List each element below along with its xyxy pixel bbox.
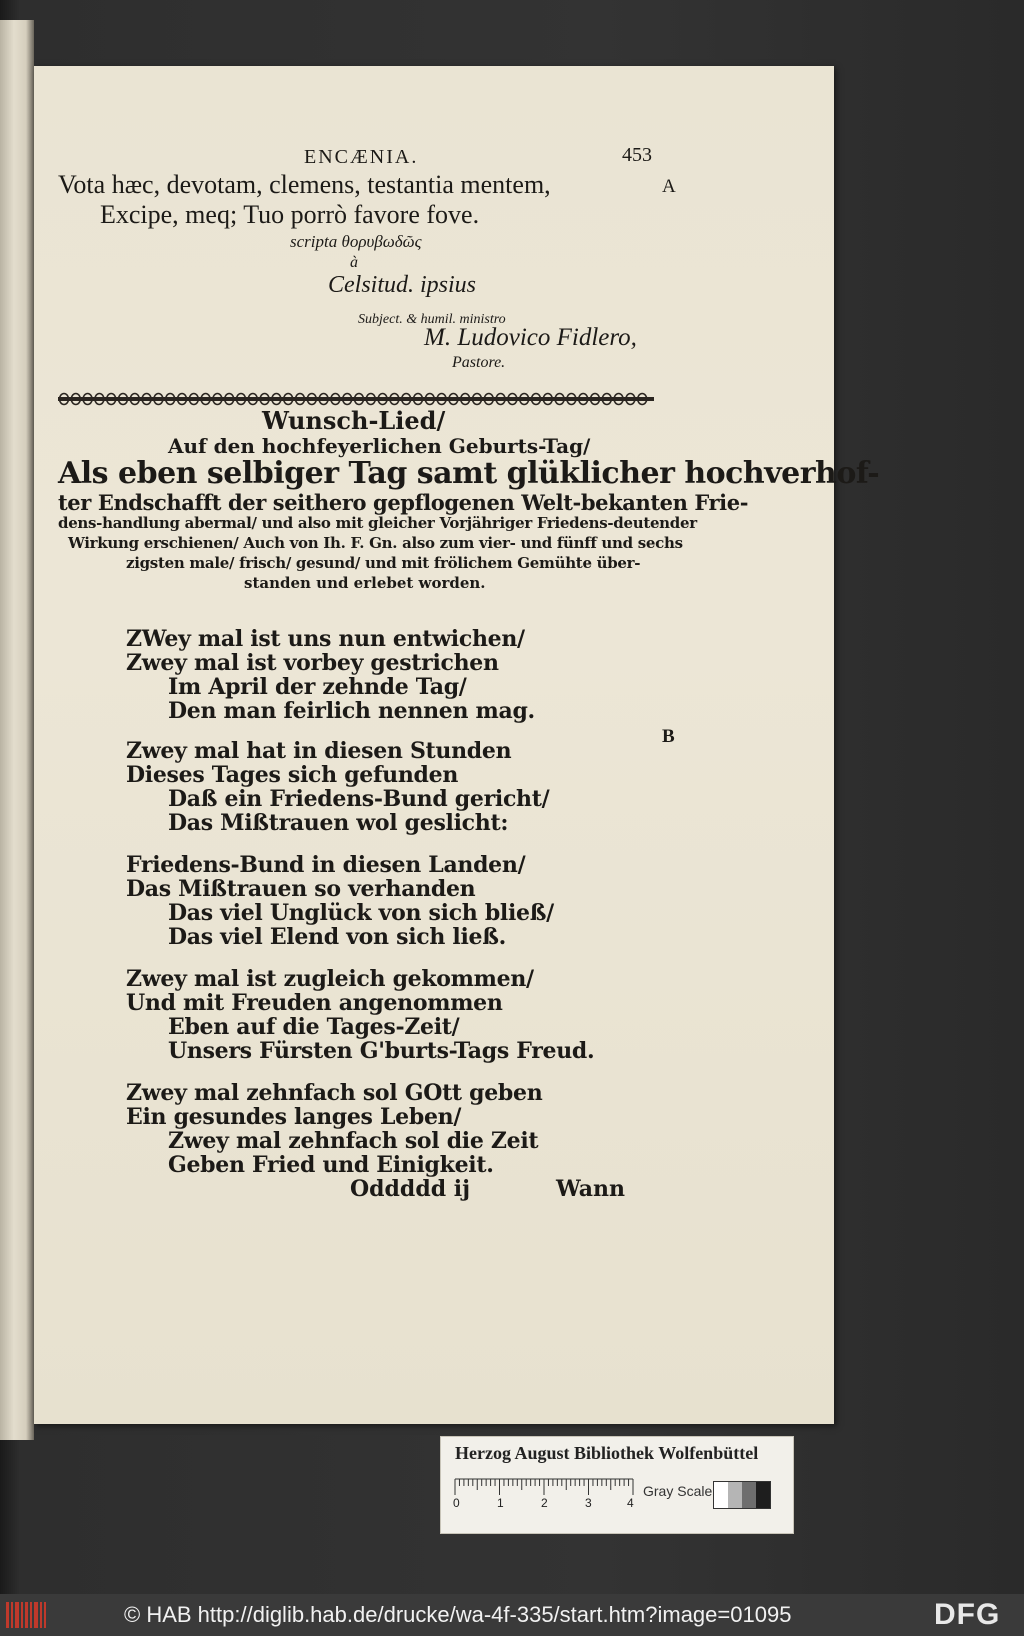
verse-line: Das viel Unglück von sich bließ/ <box>168 900 554 926</box>
ruler-number: 0 <box>453 1496 460 1510</box>
library-color-card <box>440 1436 794 1534</box>
signature-mark: Oddddd ij <box>350 1176 471 1202</box>
dedication-pastore: Pastore. <box>452 354 506 371</box>
verse-line: Zwey mal zehnfach sol GOtt geben <box>126 1080 543 1106</box>
gray-scale-label: Gray Scale <box>643 1483 713 1499</box>
dedication-subject: Subject. & humil. ministro <box>358 312 506 327</box>
hymn-description-line: dens-handlung abermal/ und also mit gleicher Vorjähriger Friedens-deutender <box>58 514 697 532</box>
dedication-scripta: scripta θορυβωδῶς <box>290 232 422 251</box>
page-number: 453 <box>622 144 652 166</box>
gray-swatch <box>756 1482 770 1508</box>
verse-line: Das Mißtrauen wol geslicht: <box>168 810 509 836</box>
source-url-text[interactable]: © HAB http://diglib.hab.de/drucke/wa-4f-335/start.htm?image=01095 <box>124 1602 792 1627</box>
ruler-number: 2 <box>541 1496 548 1510</box>
dedication-author: M. Ludovico Fidlero, <box>424 324 637 351</box>
gray-scale-swatches <box>713 1481 771 1509</box>
book-page <box>34 66 880 1424</box>
dedication-celsitud: Celsitud. ipsius <box>328 272 477 298</box>
verse-line: Zwey mal ist zugleich gekommen/ <box>126 966 534 992</box>
dedication-line-1: Vota hæc, devotam, clemens, testantia mentem, <box>58 170 551 199</box>
verse-line: Im April der zehnde Tag/ <box>168 674 467 700</box>
hymn-description-line: Wirkung erschienen/ Auch von Ih. F. Gn. also zum vier- und fünff und sechs <box>68 534 683 552</box>
hymn-description-line: standen und erlebet worden. <box>244 574 486 592</box>
verse-line: Eben auf die Tages-Zeit/ <box>168 1014 460 1040</box>
verse-line: Ein gesundes langes Leben/ <box>126 1104 462 1130</box>
margin-letter-b: B <box>662 726 675 747</box>
verse-line: Das viel Elend von sich ließ. <box>168 924 506 950</box>
verse-line: Dieses Tages sich gefunden <box>126 762 459 788</box>
gray-swatch <box>714 1482 728 1508</box>
verse-line: Geben Fried und Einigkeit. <box>168 1152 494 1178</box>
hymn-title: Wunsch-Lied/ <box>262 406 446 435</box>
scale-ruler <box>451 1477 637 1513</box>
ruler-number: 1 <box>497 1496 504 1510</box>
ruler-number: 3 <box>585 1496 592 1510</box>
hymn-description-line: ter Endschafft der seithero gepflogenen Welt-bekanten Frie- <box>58 490 749 515</box>
verse-line: Das Mißtrauen so verhanden <box>126 876 476 902</box>
catchword: Wann <box>556 1176 626 1202</box>
ruler-number: 4 <box>627 1496 634 1510</box>
dedication-line-2: Excipe, meq; Tuo porrò favore fove. <box>100 200 480 229</box>
gray-swatch <box>728 1482 742 1508</box>
dedication-a: à <box>350 254 358 271</box>
ornamental-divider <box>58 392 654 406</box>
dfg-logo: DFG <box>934 1598 1001 1631</box>
verse-line: Friedens-Bund in diesen Landen/ <box>126 852 526 878</box>
verse-line: Unsers Fürsten G'burts-Tags Freud. <box>168 1038 595 1064</box>
margin-letter-a: A <box>662 176 676 197</box>
verse-line: Und mit Freuden angenommen <box>126 990 503 1016</box>
barcode-icon <box>6 1602 46 1628</box>
verse-line: Zwey mal ist vorbey gestrichen <box>126 650 499 676</box>
library-name: Herzog August Bibliothek Wolfenbüttel <box>455 1443 759 1463</box>
verse-line: ZWey mal ist uns nun entwichen/ <box>126 626 525 652</box>
verse-line: Daß ein Friedens-Bund gericht/ <box>168 786 550 812</box>
hymn-description-line: Als eben selbiger Tag samt glüklicher hochverhof- <box>58 456 880 491</box>
hymn-description-line: zigsten male/ frisch/ gesund/ und mit frölichem Gemühte über- <box>126 554 641 572</box>
verse-line: Zwey mal zehnfach sol die Zeit <box>168 1128 539 1154</box>
verse-line: Den man feirlich nennen mag. <box>168 698 535 724</box>
running-title: ENCÆNIA. <box>304 146 419 168</box>
footer-bar <box>0 1594 1024 1636</box>
gray-swatch <box>742 1482 756 1508</box>
hymn-subtitle: Auf den hochfeyerlichen Geburts-Tag/ <box>168 434 591 458</box>
left-page-edge <box>0 20 34 1440</box>
verse-line: Zwey mal hat in diesen Stunden <box>126 738 512 764</box>
